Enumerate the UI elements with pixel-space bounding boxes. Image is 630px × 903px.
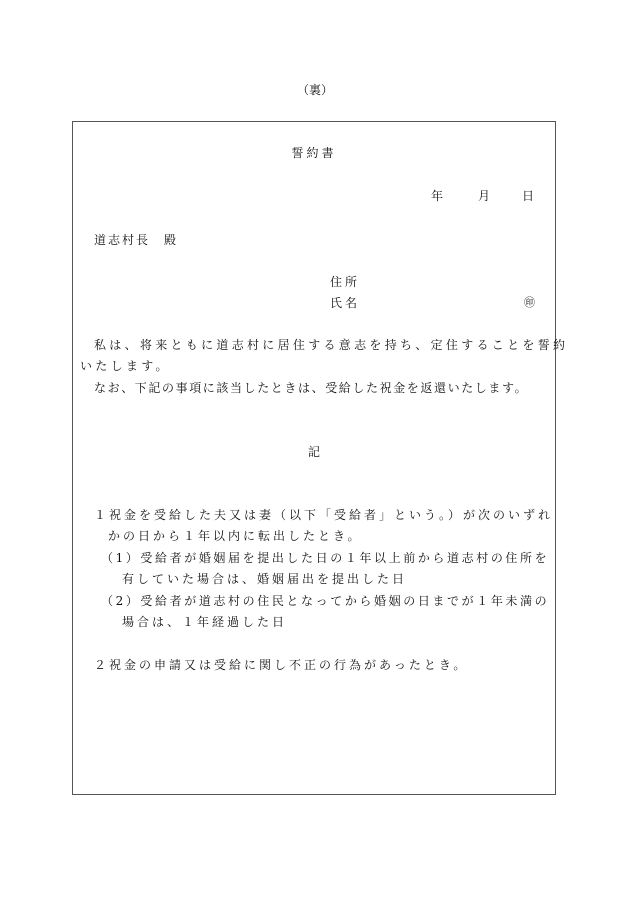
name-label: 氏名 [330,296,361,310]
page-header: （裏） [296,83,333,97]
address-label: 住所 [330,275,361,289]
ki-heading: 記 [307,445,320,459]
date-year-label: 年 [431,189,444,203]
condition-item-2: ２祝金の申請又は受給に関し不正の行為があったとき。 [94,658,469,672]
date-day-label: 日 [522,189,535,203]
pledge-text-line: いたします。 [80,359,171,373]
sub-condition-1-continued: 有していた場合は、婚姻届出を提出した日 [122,572,408,586]
addressee: 道志村長 殿 [94,233,179,247]
pledge-text-line: 私は、将来ともに道志村に居住する意志を持ち、定住することを誓約 [94,338,569,352]
date-month-label: 月 [478,189,491,203]
seal-mark: ㊞ [524,296,535,309]
document-title: 誓約書 [291,146,337,160]
sub-condition-2: （2）受給者が道志村の住民となってから婚姻の日までが１年未満の [101,594,550,608]
condition-item-1-continued: かの日から１年以内に転出したとき。 [108,529,363,543]
sub-condition-2-continued: 場合は、１年経過した日 [122,615,288,629]
pledge-text-line: なお、下記の事項に該当したときは、受給した祝金を返還いたします。 [94,381,529,395]
condition-item-1: １祝金を受給した夫又は妻（以下「受給者」という。）が次のいずれ [94,508,554,522]
sub-condition-1: （1）受給者が婚姻届を提出した日の１年以上前から道志村の住所を [101,551,550,565]
